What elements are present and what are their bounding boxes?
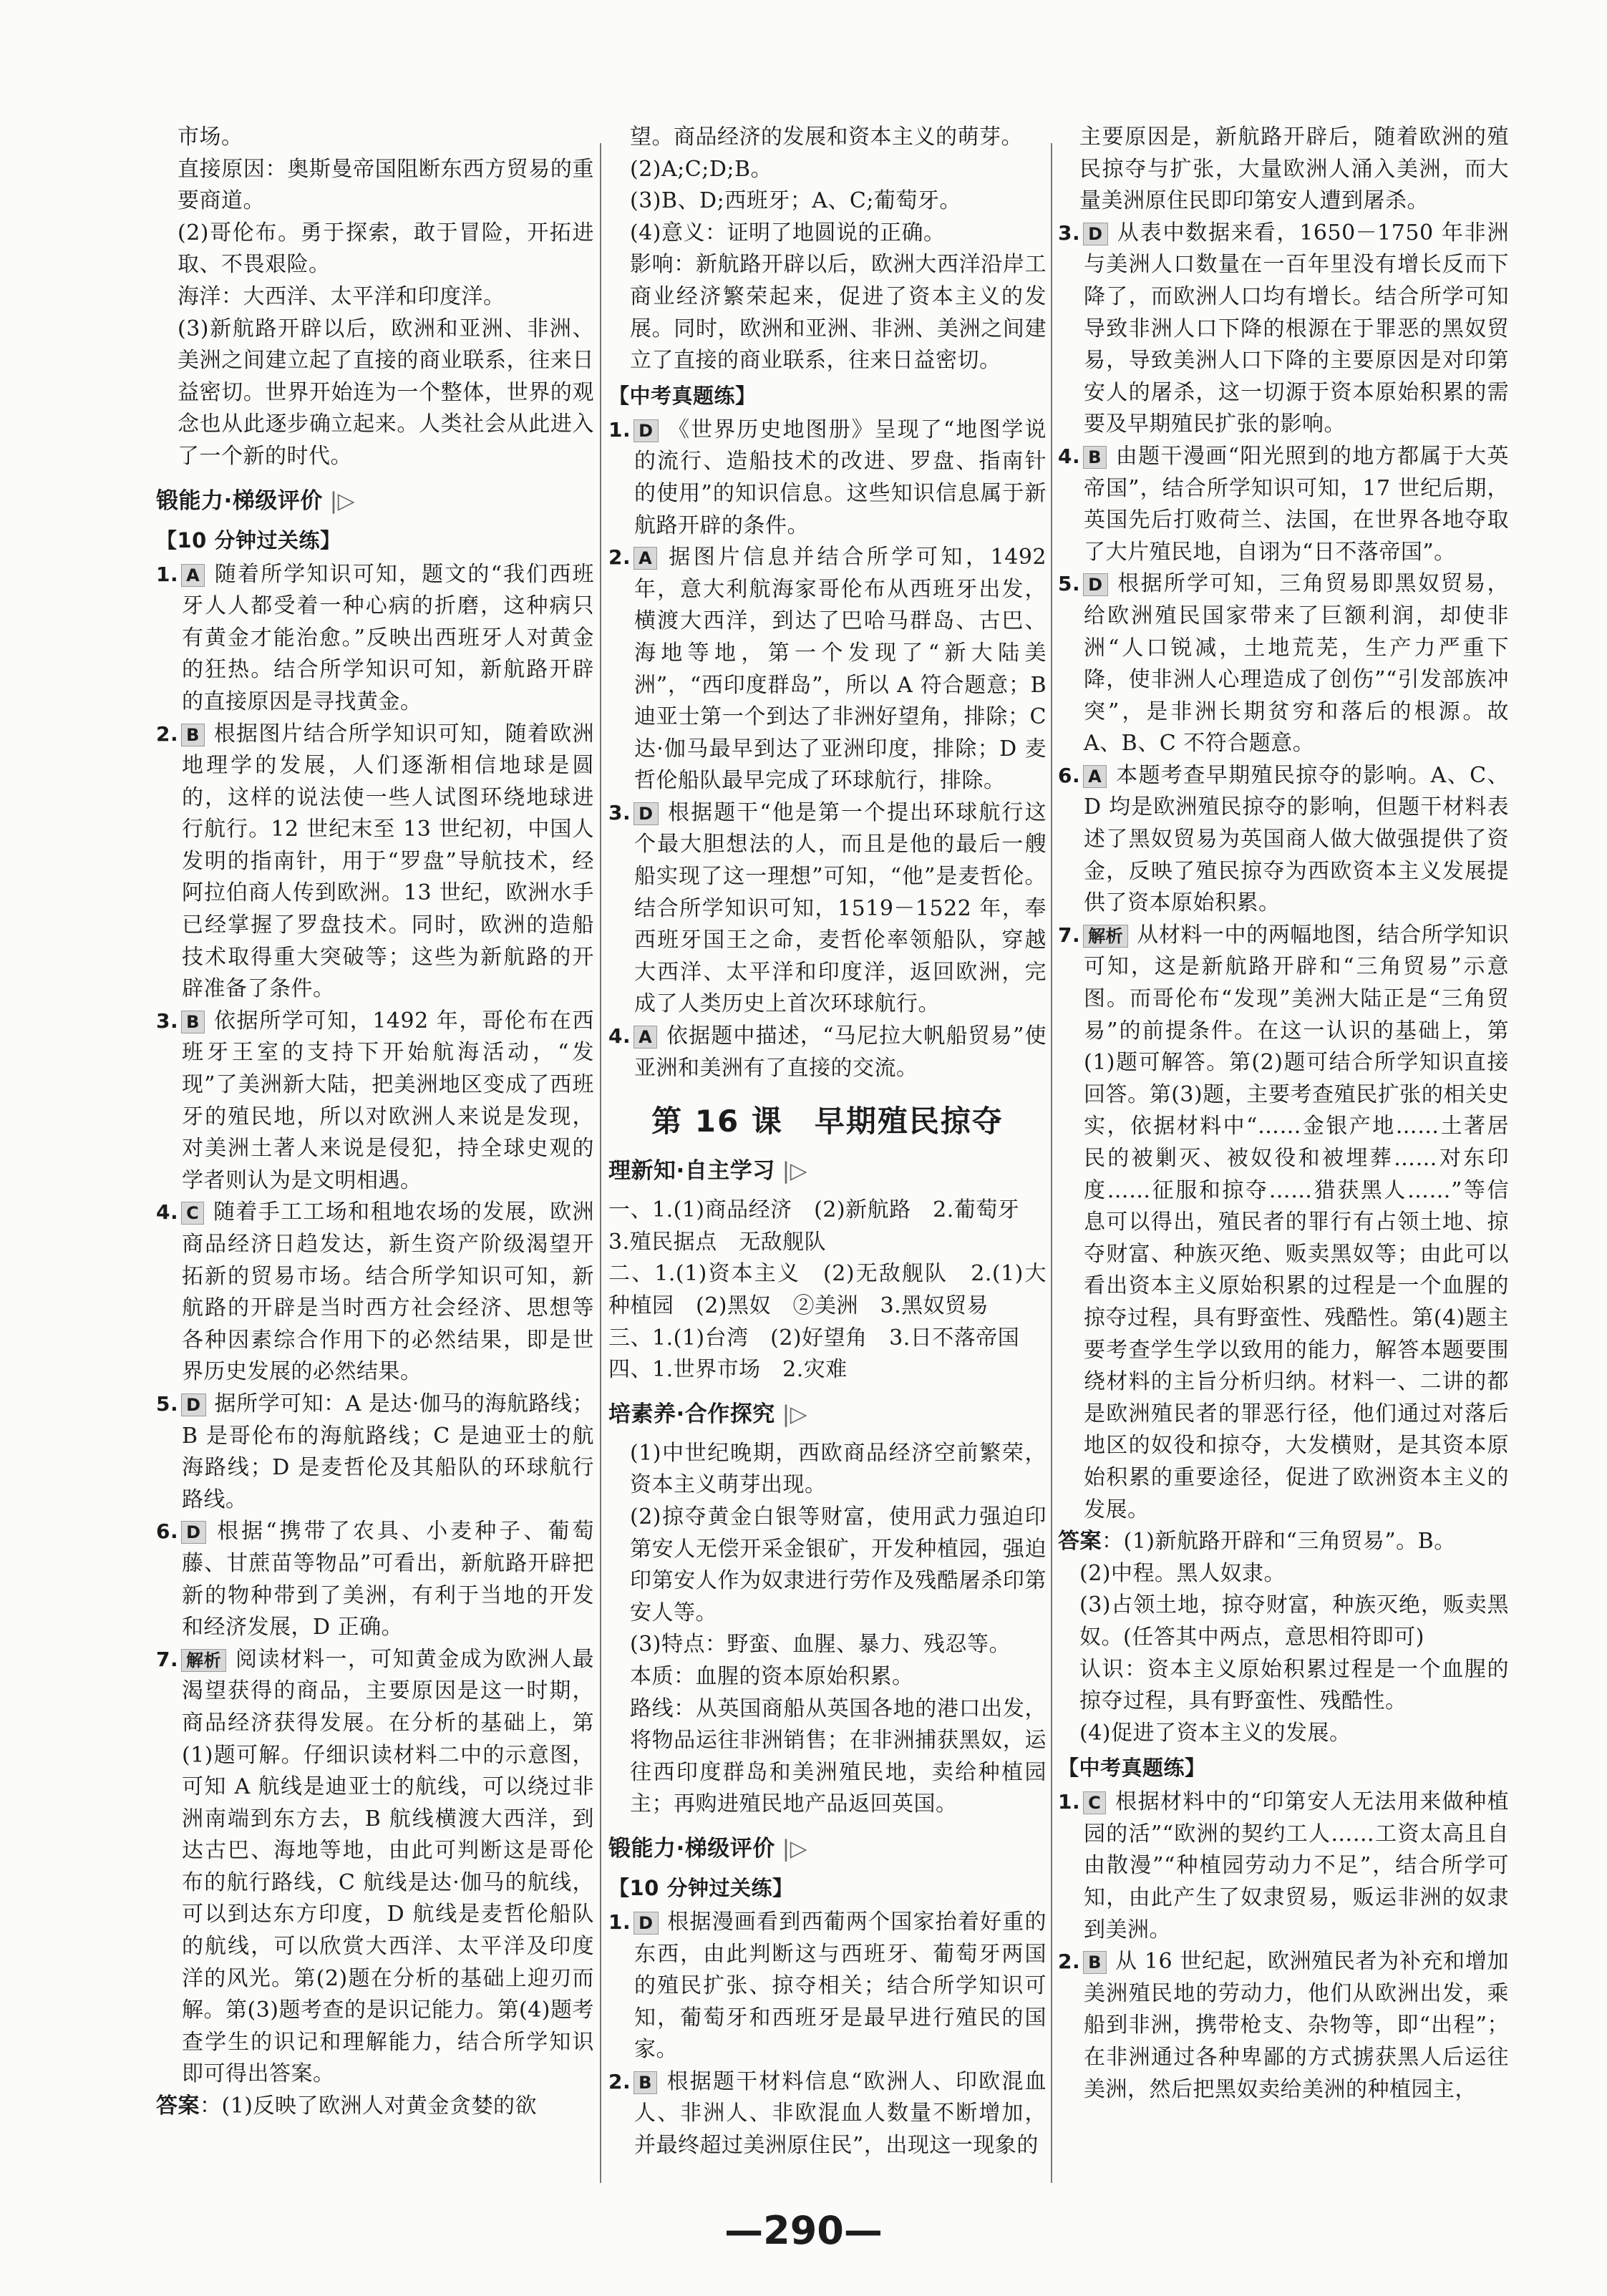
column-divider	[1051, 143, 1052, 2183]
question-number: 4.	[608, 1024, 631, 1049]
text-paragraph: (3)B、D;西班牙；A、C;葡萄牙。	[630, 188, 961, 214]
answer-explanation: 根据材料中的“印第安人无法用来做种植园的活”“欧洲的契约工人……工资太高且自由散漫”“种植园劳动力不足”，结合所学可知，由此产生了奴隶贸易，贩运非洲的奴隶到美洲。	[1084, 1789, 1509, 1942]
answer-line: (4)促进了资本主义的发展。	[1079, 1720, 1351, 1746]
answer-choice-badge: B	[633, 2071, 657, 2094]
answer-block	[1058, 1526, 1509, 1749]
answer-item	[156, 1388, 594, 1516]
answer-explanation: 根据题干材料信息“欧洲人、印欧混血人、非洲人、非欧混血人数量不断增加，并最终超过美洲原住民”，出现这一现象的	[634, 2068, 1047, 2159]
answer-item	[1058, 441, 1509, 568]
text-paragraph: 市场。	[178, 125, 243, 150]
answer-choice-badge: D	[1083, 573, 1107, 596]
question-number: 3.	[1058, 220, 1081, 245]
answer-item	[1058, 920, 1509, 1526]
answer-explanation: 据所学可知：A 是达·伽马的海航路线；B 是哥伦布的海航路线；C 是迪亚士的航海路线；D 是麦哲伦及其船队的环球航行路线。	[182, 1391, 594, 1512]
answer-item	[608, 2066, 1047, 2162]
answer-item	[156, 1197, 594, 1388]
question-number: 1.	[608, 417, 631, 442]
text-paragraph: 海洋：大西洋、太平洋和印度洋。	[178, 283, 505, 309]
column-divider	[600, 143, 601, 2183]
answer-explanation: 由题干漫画“阳光照到的地方都属于大英帝国”，结合所学知识可知，17 世纪后期，英国先后打败荷兰、法国，在世界各地夺取了大片殖民地，自诩为“日不落帝国”。	[1084, 443, 1509, 565]
answer-item	[1058, 218, 1509, 441]
answer-item	[156, 1644, 594, 2091]
answer-item	[608, 797, 1047, 1021]
text-paragraph: (4)意义：证明了地圆说的正确。	[630, 220, 946, 245]
answer-choice-badge: 解析	[1083, 925, 1128, 948]
column-middle	[608, 122, 1047, 2190]
answer-item	[156, 719, 594, 1006]
answer-item	[608, 1021, 1047, 1084]
question-number: 1.	[1058, 1790, 1081, 1814]
text-paragraph: (2)哥伦布。勇于探索，敢于冒险，开拓进取、不畏艰险。	[178, 220, 594, 278]
answer-list	[156, 559, 594, 2091]
answer-choice-badge: C	[1083, 1791, 1106, 1814]
text-line: 二、1.(1)资本主义 (2)无敌舰队 2.(1)大种植园 (2)黑奴 ②美洲 3.黑奴贸易	[608, 1261, 1047, 1318]
answer-explanation: 《世界历史地图册》呈现了“地图学说的流行、造船技术的改进、罗盘、指南针的使用”的知识信息。这些知识信息属于新航路开辟的条件。	[634, 417, 1047, 538]
question-number: 5.	[156, 1391, 179, 1416]
answer-line: 答案：(1)新航路开辟和“三角贸易”。B。	[1058, 1529, 1456, 1555]
text-line: 本质：血腥的资本原始积累。	[630, 1663, 914, 1689]
answer-choice-badge: D	[1083, 223, 1107, 245]
text-line: 三、1.(1)台湾 (2)好望角 3.日不落帝国	[608, 1325, 1020, 1351]
answer-item	[608, 414, 1047, 542]
answer-list	[1058, 218, 1509, 1526]
text-paragraph: 望。商品经济的发展和资本主义的萌芽。	[630, 125, 1023, 150]
answer-item	[1058, 1946, 1509, 2106]
question-number: 6.	[156, 1519, 179, 1544]
question-number: 3.	[608, 800, 631, 824]
exercise-label: 【中考真题练】	[1058, 1756, 1206, 1781]
answer-item	[608, 1907, 1047, 2066]
section-heading: 锻能力·梯级评价 |▷	[156, 487, 356, 514]
answer-continuation	[1058, 122, 1509, 218]
column-right	[1058, 122, 1509, 2190]
answer-choice-badge: D	[633, 1912, 658, 1935]
question-number: 7.	[156, 1647, 179, 1671]
answer-choice-badge: A	[633, 1026, 657, 1049]
text-line: (3)特点：野蛮、血腥、暴力、残忍等。	[630, 1632, 1011, 1658]
text-line: 3.殖民据点 无敌舰队	[608, 1229, 827, 1255]
answer-choice-badge: D	[181, 1521, 205, 1544]
answer-item	[156, 1006, 594, 1197]
answer-line: 答案：(1)反映了欧洲人对黄金贪婪的欲	[156, 2093, 537, 2119]
answer-explanation: 依据题中描述，“马尼拉大帆船贸易”使亚洲和美洲有了直接的交流。	[634, 1023, 1047, 1081]
answer-explanation: 根据“携带了农具、小麦种子、葡萄藤、甘蔗苗等物品”可看出，新航路开辟把新的物种带到了美洲，有利于当地的开发和经济发展，D 正确。	[182, 1519, 594, 1640]
answer-explanation: 从 16 世纪起，欧洲殖民者为补充和增加美洲殖民地的劳动力，他们从欧洲出发，乘船到非洲，携带枪支、杂物等，即“出程”；在非洲通过各种卑鄙的方式掳获黑人后运往美洲，然后把黑奴卖给美洲的种植园主，	[1084, 1949, 1509, 2102]
text-line: 一、1.(1)商品经济 (2)新航路 2.葡萄牙	[608, 1197, 1020, 1223]
answer-choice-badge: A	[181, 564, 205, 587]
answer-item	[1058, 1786, 1509, 1946]
answer-continuation	[608, 122, 1047, 377]
question-number: 2.	[608, 545, 631, 570]
question-number: 4.	[1058, 444, 1081, 468]
text-paragraph: 主要原因是，新航路开辟后，随着欧洲的殖民掠夺与扩张，大量欧洲人涌入美洲，而大量美洲原住民即印第安人遭到屠杀。	[1079, 125, 1509, 214]
text-line: 路线：从英国商船从英国各地的港口出发，将物品运往非洲销售；在非洲捕获黑奴，运往西印度群岛和美洲殖民地，卖给种植园主；再购进殖民地产品返回英国。	[630, 1696, 1047, 1817]
section-heading: 理新知·自主学习 |▷	[608, 1158, 808, 1185]
answer-explanation: 从材料一中的两幅地图，结合所学知识可知，这是新航路开辟和“三角贸易”示意图。而哥伦布“发现”美洲大陆正是“三角贸易”的前提条件。在这一认识的基础上，第(1)题可解答。第(2)题可结合所学知识直接回答。第(3)题，主要考查殖民扩张的相关史实，依据材料中“……金银产地……土著居民的被剿灭、被奴役和被埋葬……对东印度……征服和掠夺……猎获黑人……”等信息可以得出，殖民者的罪行有占领土地、掠夺财富、种族灭绝、贩卖黑奴等；由此可以看出资本主义原始积累的过程是一个血腥的掠夺过程，具有野蛮性、残酷性。第(4)题主要考查学生学以致用的能力，解答本题要围绕材料的主旨分析归纳。材料一、二讲的都是欧洲殖民者的罪恶行径，他们通过对落后地区的奴役和掠夺，大发横财，是其资本原始积累的重要途径，促进了欧洲资本主义的发展。	[1084, 922, 1509, 1522]
answer-explanation: 从表中数据来看，1650－1750 年非洲与美洲人口数量在一百年里没有增长反而下降了，而欧洲人口均有增长。结合所学可知导致非洲人口下降的根源在于罪恶的黑奴贸易，导致美洲人口下降的主要原因是对印第安人的屠杀，这一切源于资本原始积累的需要及早期殖民扩张的影响。	[1084, 220, 1509, 437]
answer-explanation: 根据图片结合所学知识可知，随着欧洲地理学的发展，人们逐渐相信地球是圆的，这样的说法使一些人试图环绕地球进行航行。12 世纪末至 13 世纪初，中国人发明的指南针，用于“罗盘”导航技术，经阿拉伯商人传到欧洲。13 世纪，欧洲水手已经掌握了罗盘技术。同时，欧洲的造船技术取得重大突破等；这些为新航路的开辟准备了条件。	[182, 721, 594, 1002]
exercise-label: 【中考真题练】	[608, 383, 757, 408]
answer-choice-badge: A	[1083, 765, 1107, 788]
answer-choice-badge: A	[633, 547, 657, 570]
answer-choice-badge: B	[1083, 446, 1107, 469]
exercise-label: 【10 分钟过关练】	[156, 527, 341, 553]
answer-choice-badge: B	[1083, 1951, 1107, 1974]
section-heading: 培素养·合作探究 |▷	[608, 1401, 808, 1427]
text-line: (2)掠夺黄金白银等财富，使用武力强迫印第安人无偿开采金银矿，开发种植园，强迫印第安人作为奴隶进行劳作及残酷屠杀印第安人等。	[630, 1504, 1047, 1625]
inquiry-answers	[608, 1438, 1047, 1821]
column-left	[156, 122, 594, 2190]
answer-choice-badge: B	[181, 1011, 205, 1033]
text-paragraph: (3)新航路开辟以后，欧洲和亚洲、非洲、美洲之间建立起了直接的商业联系，往来日益密切。世界开始连为一个整体，世界的观念也从此逐步确立起来。人类社会从此进入了一个新的时代。	[178, 316, 594, 469]
answer-explanation: 依据所学可知，1492 年，哥伦布在西班牙王室的支持下开始航海活动，“发现”了美洲新大陆，把美洲地区变成了西班牙的殖民地，所以对欧洲人来说是发现，对美洲土著人来说是侵犯，持全球史观的学者则认为是文明相遇。	[182, 1008, 594, 1193]
lesson-title: 第 16 课 早期殖民掠夺	[651, 1104, 1004, 1139]
text-paragraph: (2)A;C;D;B。	[630, 156, 773, 182]
answer-list	[608, 1907, 1047, 2162]
section-heading: 锻能力·梯级评价 |▷	[608, 1835, 808, 1862]
question-number: 1.	[156, 562, 179, 586]
answer-item	[156, 1516, 594, 1643]
answer-line: (2)中程。黑人奴隶。	[1079, 1560, 1286, 1586]
answer-item	[1058, 568, 1509, 760]
answer-choice-badge: B	[181, 724, 205, 746]
answer-choice-badge: D	[181, 1393, 205, 1416]
question-number: 3.	[156, 1008, 179, 1033]
question-number: 4.	[156, 1200, 179, 1225]
answer-explanation: 阅读材料一，可知黄金成为欧洲人最渴望获得的商品，主要原因是这一时期，商品经济获得发展。在分析的基础上，第(1)题可解。仔细识读材料二中的示意图，可知 A 航线是迪亚士的航线，可以绕过非洲南端到东方去，B 航线横渡大西洋，到达古巴、海地等地，由此可判断这是哥伦布的航行路线，C 航线是达·伽马的航线，可以到达东方印度，D 航线是麦哲伦船队的航线，可以欣赏大西洋、太平洋及印度洋的风光。第(2)题在分析的基础上迎刃而解。第(3)题考查的是识记能力。第(4)题考查学生的识记和理解能力，结合所学知识即可得出答案。	[182, 1646, 594, 2087]
text-paragraph: 直接原因：奥斯曼帝国阻断东西方贸易的重要商道。	[178, 156, 594, 214]
question-number: 2.	[1058, 1950, 1081, 1974]
question-number: 5.	[1058, 572, 1081, 596]
answer-choice-badge: 解析	[181, 1649, 226, 1672]
question-number: 2.	[156, 721, 179, 746]
answer-list	[1058, 1786, 1509, 2106]
answer-choice-badge: D	[633, 419, 658, 442]
question-number: 2.	[608, 2069, 631, 2093]
text-line: (1)中世纪晚期，西欧商品经济空前繁荣，资本主义萌芽出现。	[630, 1440, 1047, 1498]
answer-explanation: 随着手工工场和租地农场的发展，欧洲商品经济日趋发达，新生资产阶级渴望开拓新的贸易市场。结合所学知识可知，新航路的开辟是当时西方社会经济、思想等各种因素综合作用下的必然结果，即是世界历史发展的必然结果。	[182, 1200, 594, 1385]
exercise-label: 【10 分钟过关练】	[608, 1875, 794, 1900]
answer-continuation	[156, 122, 594, 473]
answer-item	[1058, 760, 1509, 920]
answer-line: (3)占领土地，掠夺财富，种族灭绝，贩卖黑奴。(任答其中两点，意思相符即可)	[1079, 1592, 1509, 1650]
page-number: —290—	[724, 2208, 883, 2253]
answer-list	[608, 414, 1047, 1084]
answer-choice-badge: D	[633, 802, 658, 825]
knowledge-answers	[608, 1195, 1047, 1386]
answer-explanation: 根据题干“他是第一个提出环球航行这个最大胆想法的人，而且是他的最后一艘船实现了这一理想”可知，“他”是麦哲伦。结合所学知识可知，1519－1522 年，奉西班牙国王之命，麦哲伦率领船队，穿越大西洋、太平洋和印度洋，返回欧洲，完成了人类历史上首次环球航行。	[634, 799, 1047, 1017]
question-number: 6.	[1058, 763, 1081, 787]
answer-choice-badge: C	[181, 1202, 204, 1225]
answer-explanation: 据图片信息并结合所学可知，1492 年，意大利航海家哥伦布从西班牙出发，横渡大西洋，到达了巴哈马群岛、古巴、海地等地，第一个发现了“新大陆美洲”，“西印度群岛”，所以 A 符合题意；B 迪亚士第一个到达了非洲好望角，排除；C 达·伽马最早到达了亚洲印度，排除；D 麦哲伦船队最早完成了环球航行，排除。	[634, 545, 1047, 794]
question-number: 7.	[1058, 923, 1081, 947]
question-number: 1.	[608, 1910, 631, 1934]
answer-item	[156, 559, 594, 719]
text-line: 四、1.世界市场 2.灾难	[608, 1357, 848, 1383]
answer-explanation: 根据所学可知，三角贸易即黑奴贸易，给欧洲殖民国家带来了巨额利润，却使非洲“人口锐减，土地荒芜，生产力严重下降，使非洲人心理造成了创伤”“引发部族冲突”，是非洲长期贫穷和落后的根源。故 A、B、C 不符合题意。	[1084, 571, 1509, 757]
text-paragraph: 影响：新航路开辟以后，欧洲大西洋沿岸工商业经济繁荣起来，促进了资本主义的发展。同时，欧洲和亚洲、非洲、美洲之间建立了直接的商业联系，往来日益密切。	[630, 252, 1047, 374]
answer-line: 认识：资本主义原始积累过程是一个血腥的掠夺过程，具有野蛮性、残酷性。	[1079, 1656, 1509, 1714]
answer-explanation: 随着所学知识可知，题文的“我们西班牙人人都受着一种心病的折磨，这种病只有黄金才能治愈。”反映出西班牙人对黄金的狂热。结合所学知识可知，新航路开辟的直接原因是寻找黄金。	[182, 561, 594, 714]
answer-explanation: 本题考查早期殖民掠夺的影响。A、C、D 均是欧洲殖民掠夺的影响，但题干材料表述了黑奴贸易为英国商人做大做强提供了资金，反映了殖民掠夺为西欧资本主义发展提供了资本原始积累。	[1084, 762, 1509, 916]
answer-item	[608, 542, 1047, 797]
answer-explanation: 根据漫画看到西葡两个国家抬着好重的东西，由此判断这与西班牙、葡萄牙两国的殖民扩张、掠夺相关；结合所学知识可知，葡萄牙和西班牙是最早进行殖民的国家。	[634, 1909, 1047, 2063]
